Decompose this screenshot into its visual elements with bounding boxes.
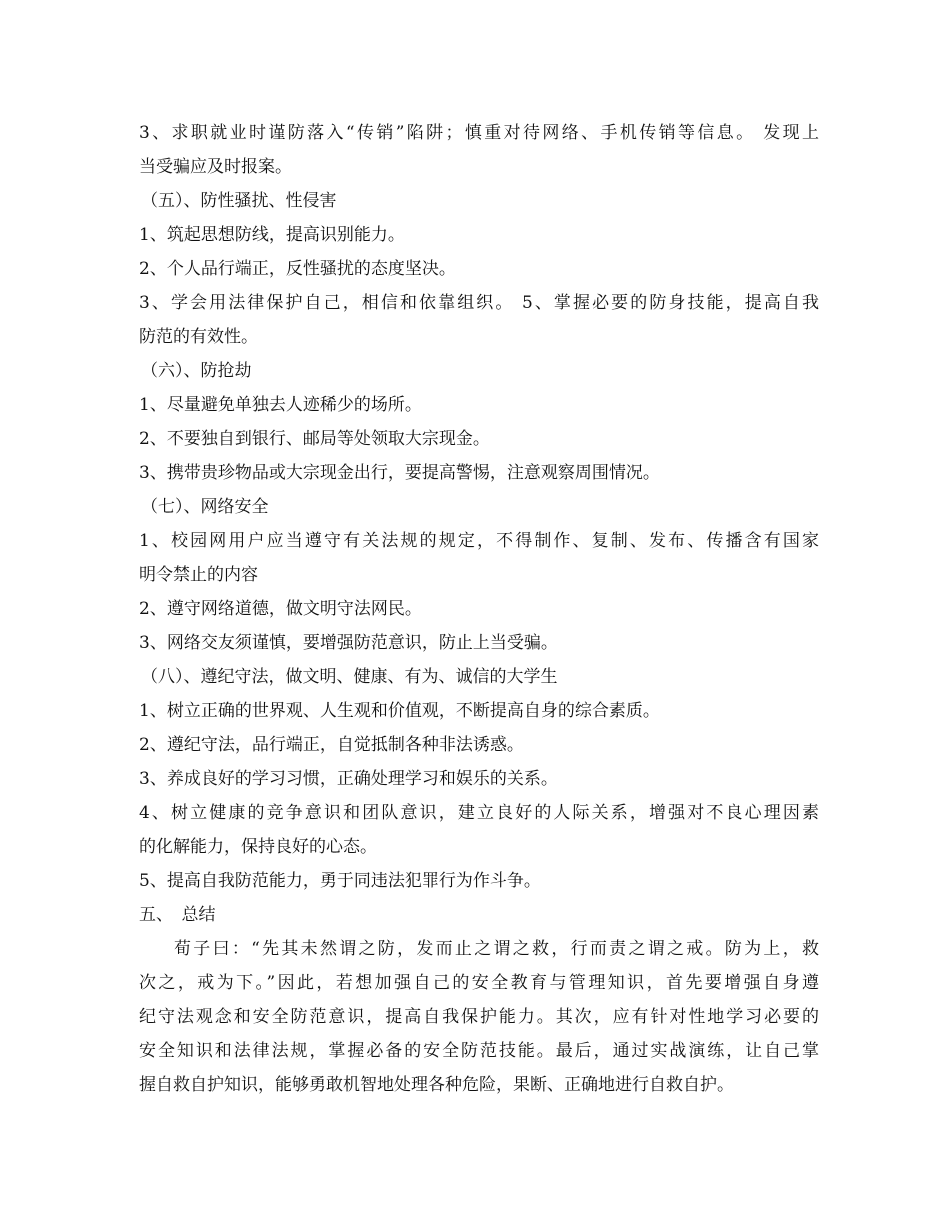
text-line: 3、网络交友须谨慎，要增强防范意识，防止上当受骗。 [139,633,558,653]
text-line: 1、树立正确的世界观、人生观和价值观，不断提高自身的综合素质。 [139,701,660,721]
text-line: 防范的有效性。 [139,327,258,347]
section-heading: 五、 总结 [139,905,216,925]
text-line: 1、筑起思想防线，提高识别能力。 [139,225,405,245]
text-line: 2、遵守网络道德，做文明守法网民。 [139,599,422,619]
text-line: 3、求职就业时谨防落入“传销”陷阱；慎重对待网络、手机传销等信息。 发现上 [139,123,819,143]
summary-paragraph-line: 纪守法观念和安全防范意识，提高自我保护能力。其次，应有针对性地学习必要的 [139,1007,819,1027]
summary-paragraph-line: 次之，戒为下。”因此，若想加强自己的安全教育与管理知识，首先要增强自身遵 [139,973,819,993]
text-line: 4、树立健康的竞争意识和团队意识，建立良好的人际关系，增强对不良心理因素 [139,803,819,823]
text-line: 当受骗应及时报案。 [139,157,292,177]
section-heading: （七）、网络安全 [141,497,269,517]
text-line: 2、遵纪守法，品行端正，自觉抵制各种非法诱惑。 [139,735,524,755]
text-line: 3、携带贵珍物品或大宗现金出行，要提高警惕，注意观察周围情况。 [139,463,660,483]
text-line: 3、养成良好的学习习惯，正确处理学习和娱乐的关系。 [139,769,558,789]
summary-paragraph-line: 安全知识和法律法规，掌握必备的安全防范技能。最后，通过实战演练，让自己掌 [139,1041,819,1061]
text-line: 1、校园网用户应当遵守有关法规的规定，不得制作、复制、发布、传播含有国家 [139,531,819,551]
summary-paragraph-line: 荀子曰：“先其未然谓之防，发而止之谓之救，行而责之谓之戒。防为上，救 [174,939,819,959]
section-heading: （八）、遵纪守法，做文明、健康、有为、诚信的大学生 [141,667,558,687]
text-line: 1、尽量避免单独去人迹稀少的场所。 [139,395,422,415]
text-line: 5、提高自我防范能力，勇于同违法犯罪行为作斗争。 [139,871,541,891]
text-line: 的化解能力，保持良好的心态。 [139,837,377,857]
summary-paragraph-line: 握自救自护知识，能够勇敢机智地处理各种危险，果断、正确地进行自救自护。 [139,1075,734,1095]
text-line: 明令禁止的内容 [139,565,258,585]
text-line: 3、学会用法律保护自己，相信和依靠组织。 5、掌握必要的防身技能，提高自我 [139,293,819,313]
section-heading: （五）、防性骚扰、性侵害 [141,191,337,211]
text-line: 2、不要独自到银行、邮局等处领取大宗现金。 [139,429,490,449]
section-heading: （六）、防抢劫 [141,361,252,381]
document-body [139,116,819,1102]
text-line: 2、个人品行端正，反性骚扰的态度坚决。 [139,259,456,279]
